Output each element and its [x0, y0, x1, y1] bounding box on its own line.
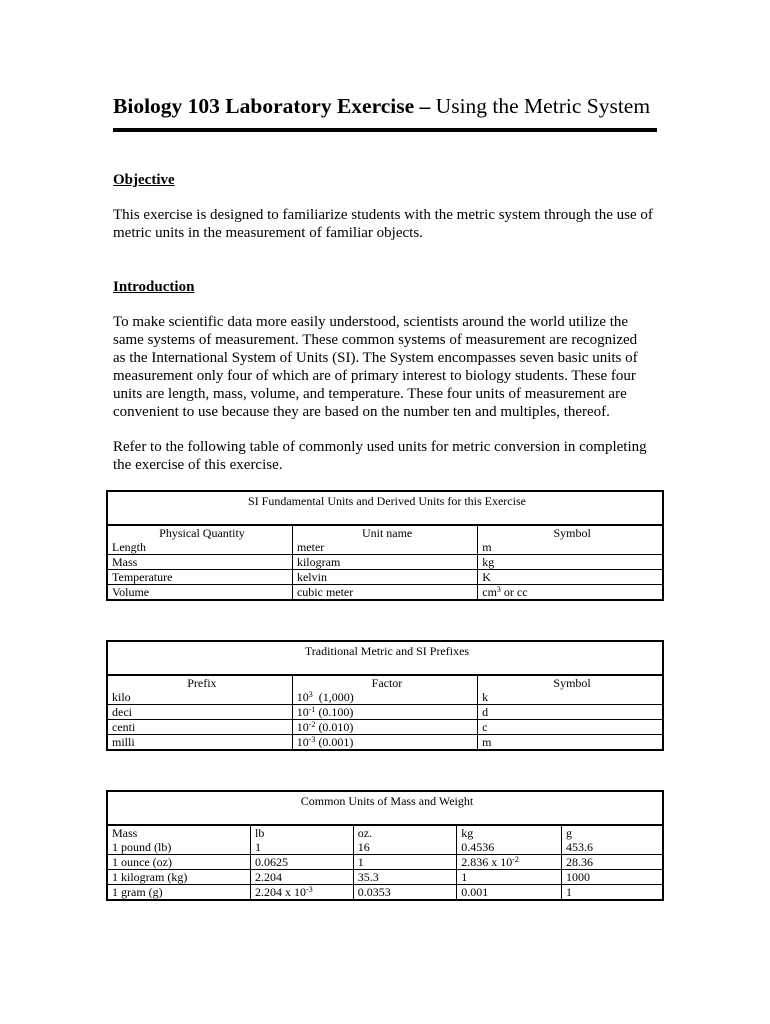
column-header: Factor [292, 675, 477, 690]
column-header: Symbol [478, 525, 663, 540]
table-cell [292, 735, 477, 751]
table-cell: 1 [561, 885, 663, 901]
table-cell: 0.0353 [353, 885, 457, 901]
table-cell [478, 585, 663, 601]
table-cell: centi [107, 720, 292, 735]
table-row [107, 555, 663, 570]
objective-line: This exercise is designed to familiarize students with the metric system through the use of [113, 207, 653, 223]
objective-line: metric units in the measurement of familiar objects. [113, 225, 423, 241]
table-row [107, 840, 663, 855]
table-cell: 0.4536 [457, 840, 562, 855]
table-cell: 1000 [561, 870, 663, 885]
table-cell: Length [112, 540, 146, 554]
table-cell: 453.6 [561, 840, 663, 855]
intro-line: Refer to the following table of commonly used units for metric conversion in completing [113, 439, 647, 455]
factor-base: 10 [296, 690, 309, 704]
introduction-heading: Introduction [113, 279, 195, 295]
table-cell: k [478, 690, 663, 705]
column-header: Unit name [292, 525, 477, 540]
si-units-table [106, 490, 664, 601]
intro-line: as the International System of Units (SI). The System encompasses seven basic units of [113, 350, 638, 366]
table-cell: kelvin [292, 570, 477, 585]
factor-base: 10 [296, 705, 309, 719]
table-row [107, 540, 663, 555]
table-cell: m [478, 540, 663, 555]
table-cell: c [478, 720, 663, 735]
intro-line: the exercise of this exercise. [113, 457, 283, 473]
table-cell: Temperature [107, 570, 292, 585]
introduction-paragraph-2 [113, 438, 661, 474]
page-title [113, 92, 650, 120]
title-bold: Biology 103 Laboratory Exercise – [113, 94, 431, 118]
title-divider [113, 128, 657, 132]
table-cell: 35.3 [353, 870, 457, 885]
table-cell: 1 gram (g) [107, 885, 251, 901]
column-header: Mass [112, 826, 138, 840]
column-header: lb [251, 825, 354, 840]
intro-line: To make scientific data more easily understood, scientists around the world utilize the [113, 314, 629, 330]
sci-exponent: -2 [512, 855, 519, 864]
table-cell: 28.36 [561, 855, 663, 870]
column-header: oz. [353, 825, 457, 840]
table-header-row [107, 825, 663, 840]
table-cell: 0.0625 [251, 855, 354, 870]
table-cell [292, 720, 477, 735]
table-cell: d [478, 705, 663, 720]
column-header: Prefix [187, 676, 217, 690]
table-caption: SI Fundamental Units and Derived Units for this Exercise [107, 491, 663, 525]
table-cell: meter [292, 540, 477, 555]
table-cell [292, 690, 477, 705]
table-cell: m [478, 735, 663, 751]
intro-line: units are length, mass, volume, and temperature. These four units of measurement are [113, 386, 627, 402]
column-header: g [561, 825, 663, 840]
intro-line: measurement only four of which are of primary interest to biology students. These four [113, 368, 636, 384]
factor-value: (0.001) [315, 735, 354, 749]
table-row [107, 735, 663, 751]
table-cell: K [478, 570, 663, 585]
objective-paragraph [113, 206, 661, 242]
intro-line: same systems of measurement. These common systems of measurement are recognized [113, 332, 638, 348]
factor-base: 10 [296, 735, 309, 749]
table-cell: kg [478, 555, 663, 570]
sci-base: 2.836 x 10 [461, 855, 513, 869]
table-cell: 1 [457, 870, 562, 885]
table-cell: 2.204 [251, 870, 354, 885]
table-cell: cubic meter [292, 585, 477, 601]
table-caption: Traditional Metric and SI Prefixes [107, 641, 663, 675]
table-caption: Common Units of Mass and Weight [107, 791, 663, 825]
table-cell: kilo [112, 690, 131, 704]
table-row [107, 885, 663, 901]
symbol-base: cm [482, 585, 497, 599]
table-cell: 1 pound (lb) [112, 840, 172, 854]
table-cell [251, 885, 354, 901]
sci-exponent: -3 [306, 885, 313, 894]
table-cell: 0.001 [457, 885, 562, 901]
table-cell: kilogram [292, 555, 477, 570]
table-cell: 1 ounce (oz) [107, 855, 251, 870]
table-cell: milli [107, 735, 292, 751]
table-row [107, 720, 663, 735]
factor-exponent: -3 [308, 735, 316, 744]
table-cell: 16 [353, 840, 457, 855]
factor-exponent: -1 [308, 705, 316, 714]
symbol-exponent: 3 [496, 585, 501, 594]
table-cell: deci [107, 705, 292, 720]
table-cell: 1 [251, 840, 354, 855]
column-header: Symbol [478, 675, 663, 690]
table-row [107, 870, 663, 885]
table-row [107, 690, 663, 705]
table-cell [292, 705, 477, 720]
factor-value: (0.010) [315, 720, 354, 734]
factor-value: (0.100) [315, 705, 354, 719]
table-cell: 1 [353, 855, 457, 870]
prefixes-table [106, 640, 664, 751]
column-header: Physical Quantity [159, 526, 245, 540]
table-cell: 1 kilogram (kg) [107, 870, 251, 885]
intro-line: convenient to use because they are based on the number ten and multiples, thereof. [113, 404, 610, 420]
title-subtitle: Using the Metric System [435, 94, 651, 118]
factor-value: (1,000) [312, 690, 354, 704]
factor-exponent: -2 [308, 720, 316, 729]
sci-base: 2.204 x 10 [255, 885, 307, 899]
table-row [107, 570, 663, 585]
table-cell: Mass [107, 555, 292, 570]
mass-weight-table [106, 790, 664, 901]
introduction-paragraph-1 [113, 313, 661, 421]
factor-exponent: 3 [308, 690, 313, 699]
table-cell: Volume [107, 585, 292, 601]
table-row [107, 855, 663, 870]
symbol-rest: or cc [500, 585, 528, 599]
factor-base: 10 [296, 720, 309, 734]
objective-heading: Objective [113, 172, 175, 188]
table-cell [457, 855, 562, 870]
column-header: kg [457, 825, 562, 840]
table-row [107, 705, 663, 720]
table-row [107, 585, 663, 601]
